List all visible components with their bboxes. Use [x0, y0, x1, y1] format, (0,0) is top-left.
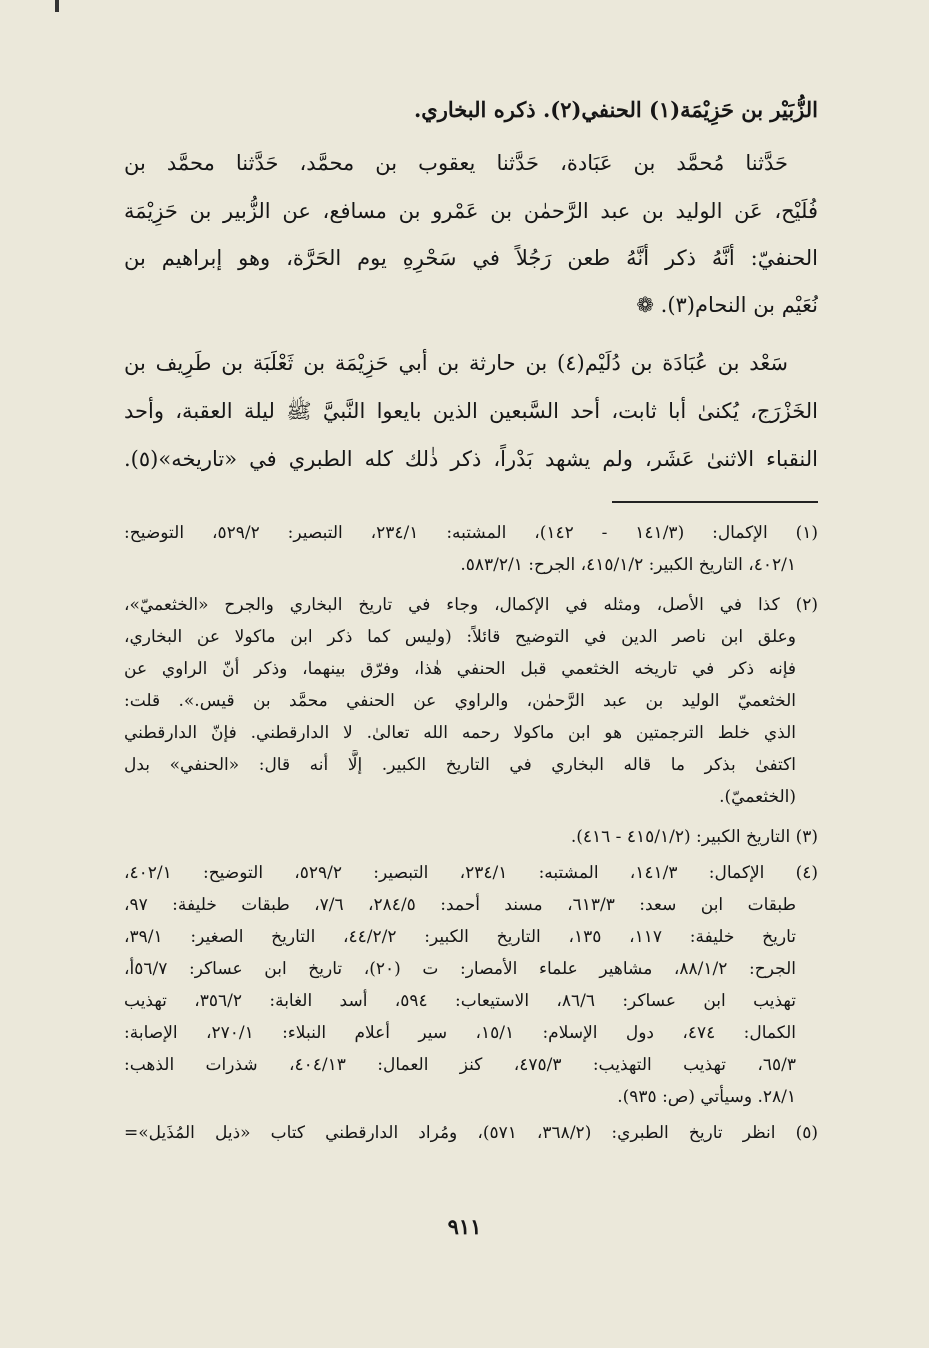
entry-text-line: فُلَيْح، عَن الوليد بن عبد الرَّحمٰن بن عَمْرو بن مسافع، عن الزُّبير بن حَزِيْمَة — [124, 199, 818, 223]
footnote-1-line: (١) الإكمال: (١٤١/٣ - ١٤٢)، المشتبه: ٢٣٤/١، التبصير: ٥٢٩/٢، التوضيح: — [124, 523, 818, 543]
footnote-2-line: (٢) كذا في الأصل، ومثله في الإكمال، وجاء في تاريخ البخاري والجرح «الخثعميّ»، — [124, 595, 818, 615]
scan-mark — [55, 0, 59, 12]
footnote-2-line: الخثعميّ الوليد بن عبد الرَّحمٰن، والراوي عن الحنفي محمَّد بن قيس.». قلت: — [124, 691, 796, 711]
footnote-2-line: فإنه ذكر في تاريخه الخثعمي قبل الحنفي هٰذا، وفرّق بينهما، وذكر أنّ الراوي عن — [124, 659, 796, 679]
footnote-2-line: وعلق ابن ناصر الدين في التوضيح قائلاً: (وليس كما ذكر ابن ماكولا عن البخاري، — [124, 627, 796, 647]
footnote-4-line: تهذيب ابن عساكر: ٨٦/٦، الاستيعاب: ٥٩٤، أسد الغابة: ٣٥٦/٢، تهذيب — [124, 991, 797, 1011]
entry-text-line: الخَزْرَج، يُكنىٰ أبا ثابت، أحد السَّبعين الذين بايعوا النَّبيَّ ﷺ ليلة العقبة، وأحد — [124, 399, 818, 423]
footnote-4-line: تاريخ خليفة: ١١٧، ١٣٥، التاريخ الكبير: ٤٤/٢/٢، التاريخ الصغير: ٣٩/١، — [124, 927, 796, 947]
footnote-3-line: (٣) التاريخ الكبير: (٤١٥/١/٢ - ٤١٦). — [570, 827, 818, 847]
entry-text-line: سَعْد بن عُبَادَة بن دُلَيْم(٤) بن حارثة بن أبي حَزِيْمَة بن ثَعْلَبَة بن طَرِيف بن — [124, 351, 788, 375]
entry-text-line: نُعَيْم بن النحام(٣). ❁ — [636, 293, 818, 317]
footnote-2-line: (الخثعميّ). — [719, 787, 796, 807]
footnote-4-line: (٤) الإكمال: ١٤١/٣، المشتبه: ٢٣٤/١، التبصير: ٥٢٩/٢، التوضيح: ٤٠٢/١، — [124, 863, 818, 883]
footnote-5-line: (٥) انظر تاريخ الطبري: (٣٦٨/٢، ٥٧١)، ومُراد الدارقطني كتاب «ذيل المُذَيل»= — [124, 1123, 818, 1143]
footnote-separator — [612, 501, 818, 503]
entry-text-line: حَدَّثنا مُحمَّد بن عَبَادة، حَدَّثنا يعقوب بن محمَّد، حَدَّثنا محمَّد بن — [124, 151, 788, 175]
page-number: ٩١١ — [447, 1214, 482, 1239]
entry-heading: الزُّبَيْر بن حَزِيْمَة(١) الحنفي(٢). ذكره البخاري. — [413, 97, 818, 122]
footnote-4-line: ٦٥/٣، تهذيب التهذيب: ٤٧٥/٣، كنز العمال: ٤٠٤/١٣، شذرات الذهب: — [124, 1055, 796, 1075]
footnote-1-line: ٤٠٢/١، التاريخ الكبير: ٤١٥/١/٢، الجرح: ٥٨٣/٢/١. — [460, 555, 796, 575]
footnote-4-line: الجرح: ٨٨/١/٢، مشاهير علماء الأمصار: ت (٢٠)، تاريخ ابن عساكر: ٥٦/٧أ، — [124, 959, 796, 979]
footnote-4-line: ٢٨/١. وسيأتي (ص: ٩٣٥). — [617, 1087, 796, 1107]
footnote-4-line: الكمال: ٤٧٤، دول الإسلام: ١٥/١، سير أعلام النبلاء: ٢٧٠/١، الإصابة: — [124, 1023, 797, 1043]
footnote-2-line: الذي خلط الترجمتين هو ابن ماكولا رحمه الله تعالىٰ. لا الدارقطني. فإنّ الدارقطني — [124, 723, 796, 743]
footnote-4-line: طبقات ابن سعد: ٦١٣/٣، مسند أحمد: ٢٨٤/٥، ٧/٦، طبقات خليفة: ٩٧، — [124, 895, 797, 915]
entry-text-line: النقباء الاثنىٰ عَشَر، ولم يشهد بَدْراً، ذكر ذٰلك كله الطبري في «تاريخه»(٥). — [124, 447, 818, 471]
footnote-2-line: اكتفىٰ بذكر ما قاله البخاري في التاريخ الكبير. إلَّا أنه قال: «الحنفي» بدل — [124, 755, 796, 775]
entry-text-line: الحنفيّ: أنَّهُ ذكر أنَّهُ طعن رَجُلاً في سَحْرِهِ يوم الحَرَّة، وهو إبراهيم بن — [124, 246, 818, 270]
